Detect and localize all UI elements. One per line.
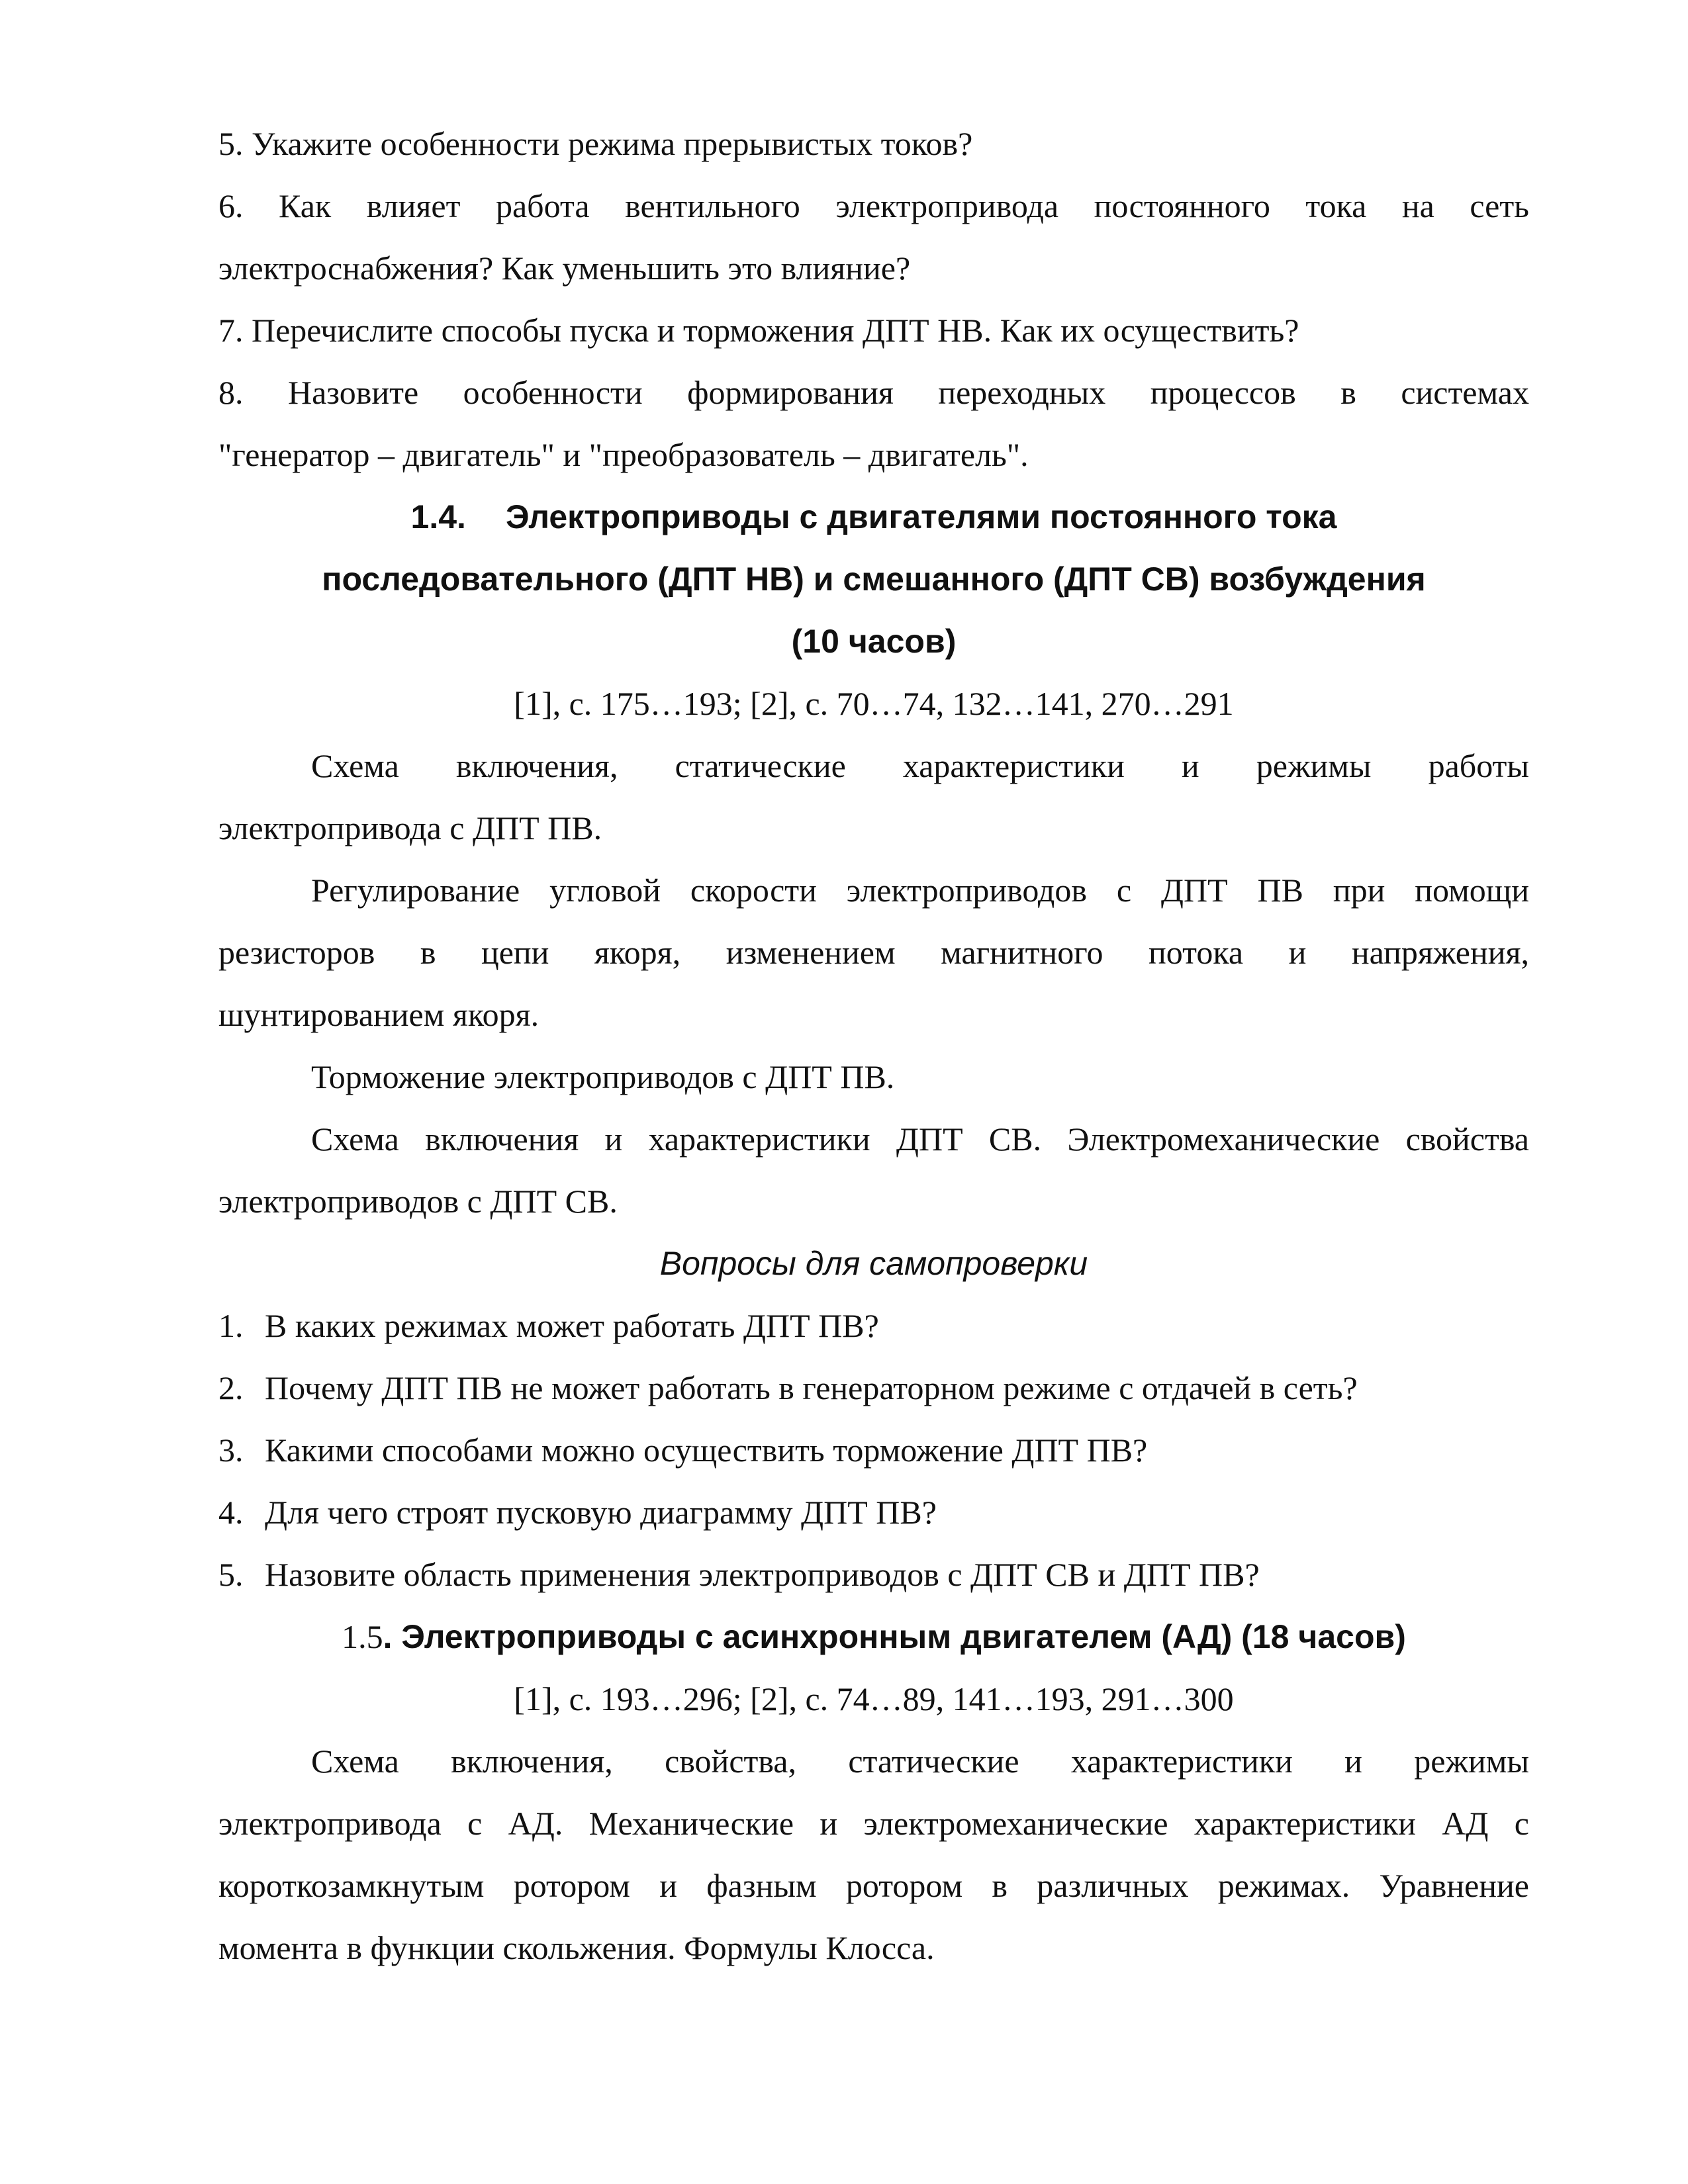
list-item (218, 1481, 1529, 1543)
list-item (218, 1357, 1529, 1419)
section-1-5-title (218, 1606, 1529, 1668)
list-item-text: В каких режимах может работать ДПТ ПВ? (265, 1307, 879, 1344)
section-1-4-title-line3: (10 часов) (791, 623, 957, 660)
section-1-4-para4-line2: электроприводов с ДПТ СВ. (218, 1183, 618, 1220)
list-item-text: Какими способами можно осуществить торможение ДПТ ПВ? (265, 1432, 1148, 1469)
section-1-4-title-line2: последовательного (ДПТ НВ) и смешанного (ДПТ СВ) возбуждения (322, 561, 1426, 598)
section-1-5-number: 1.5 (342, 1618, 383, 1655)
self-check-heading: Вопросы для самопроверки (659, 1245, 1088, 1282)
section-1-5-references: [1], с. 193…296; [2], с. 74…89, 141…193, 291…300 (514, 1680, 1234, 1717)
section-1-5-title-text: . Электроприводы с асинхронным двигателем (АД) (18 часов) (383, 1618, 1406, 1655)
list-item-number: 1. (218, 1307, 244, 1344)
section-1-4-references: [1], с. 175…193; [2], с. 70…74, 132…141, 270…291 (514, 685, 1234, 722)
list-item-text: Почему ДПТ ПВ не может работать в генераторном режиме с отдачей в сеть? (265, 1369, 1358, 1406)
question-6-line2: электроснабжения? Как уменьшить это влияние? (218, 250, 911, 287)
section-1-4-number: 1.4. (410, 498, 466, 535)
section-1-4-para2-line2: резисторов в цепи якоря, изменением магнитного потока и напряжения, (218, 934, 1529, 971)
section-1-5-para1-line2: электропривода с АД. Механические и электромеханические характеристики АД с (218, 1805, 1529, 1842)
section-1-4-para2-line1: Регулирование угловой скорости электроприводов с ДПТ ПВ при помощи (311, 872, 1529, 909)
list-item (218, 1419, 1529, 1481)
list-item (218, 1295, 1529, 1357)
question-6-line1: 6. Как влияет работа вентильного электропривода постоянного тока на сеть (218, 187, 1529, 224)
list-item-text: Для чего строят пусковую диаграмму ДПТ ПВ? (265, 1494, 937, 1531)
list-item (218, 1543, 1529, 1606)
section-1-4-para4-line1: Схема включения и характеристики ДПТ СВ. Электромеханические свойства (311, 1120, 1529, 1158)
document-page (218, 113, 1529, 1979)
section-1-4-title-text: Электроприводы с двигателями постоянного тока (505, 498, 1337, 535)
question-8-line2: "генератор – двигатель" и "преобразователь – двигатель". (218, 436, 1029, 473)
section-1-4-para1-line1: Схема включения, статические характеристики и режимы работы (311, 747, 1529, 784)
section-1-4-para1-line2: электропривода с ДПТ ПВ. (218, 809, 602, 846)
question-8-line1: 8. Назовите особенности формирования переходных процессов в системах (218, 374, 1529, 411)
question-7-prev: 7. Перечислите способы пуска и торможения ДПТ НВ. Как их осуществить? (218, 312, 1299, 349)
question-5-prev: 5. Укажите особенности режима прерывистых токов? (218, 125, 973, 162)
section-1-4-title-line1 (218, 486, 1529, 548)
section-1-4-para3: Торможение электроприводов с ДПТ ПВ. (311, 1058, 895, 1095)
section-1-4-para2-line3: шунтированием якоря. (218, 996, 539, 1033)
section-1-5-para1-line3: короткозамкнутым ротором и фазным ротором в различных режимах. Уравнение (218, 1867, 1529, 1904)
section-1-5-para1-line1: Схема включения, свойства, статические характеристики и режимы (311, 1743, 1529, 1780)
list-item-number: 3. (218, 1432, 244, 1469)
list-item-number: 5. (218, 1556, 244, 1593)
section-1-5-para1-line4: момента в функции скольжения. Формулы Клосса. (218, 1929, 935, 1966)
list-item-text: Назовите область применения электроприводов с ДПТ СВ и ДПТ ПВ? (265, 1556, 1260, 1593)
list-item-number: 4. (218, 1494, 244, 1531)
list-item-number: 2. (218, 1369, 244, 1406)
